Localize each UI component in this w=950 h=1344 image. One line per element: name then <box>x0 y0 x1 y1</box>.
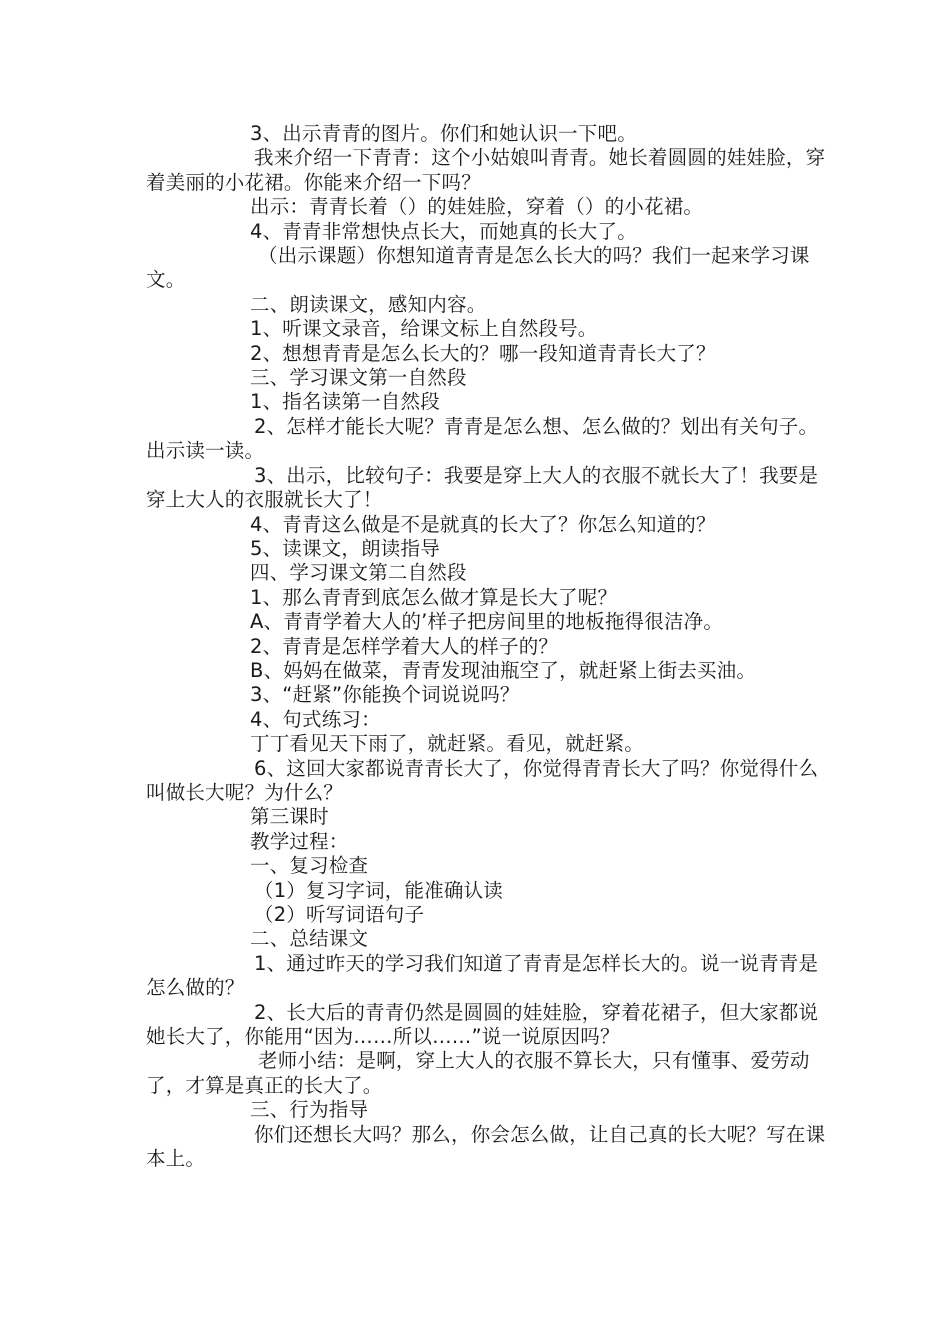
paragraph: A、青青学着大人的’样子把房间里的地板拖得很洁净。 <box>250 610 724 634</box>
paragraph: 4、青青非常想快点长大，而她真的长大了。 <box>250 219 637 243</box>
paragraph: 1、听课文录音，给课文标上自然段号。 <box>250 317 598 341</box>
paragraph: 我来介绍一下青青：这个小姑娘叫青青。她长着圆圆的娃娃脸，穿着美丽的小花裙。你能来介绍一下吗？ <box>146 146 826 194</box>
document-body <box>146 122 826 1171</box>
paragraph: 4、句式练习： <box>250 707 381 731</box>
paragraph: 丁丁看见天下雨了，就赶紧。看见，就赶紧。 <box>250 732 645 756</box>
paragraph: 1、通过昨天的学习我们知道了青青是怎样长大的。说一说青青是怎么做的？ <box>146 951 819 1000</box>
paragraph: 2、怎样才能长大呢？青青是怎么想、怎么做的？划出有关句子。出示读一读。 <box>146 414 819 463</box>
paragraph: （2）听写词语句子 <box>254 903 425 926</box>
paragraph: 第三课时 <box>250 805 329 829</box>
paragraph: 1、那么青青到底怎么做才算是长大了呢？ <box>250 585 618 609</box>
paragraph: 6、这回大家都说青青长大了，你觉得青青长大了吗？你觉得什么叫做长大呢？为什么？ <box>146 756 819 804</box>
paragraph: （出示课题）你想知道青青是怎么长大的吗？我们一起来学习课文。 <box>146 244 810 292</box>
paragraph: 二、总结课文 <box>250 927 369 951</box>
paragraph: 3、出示，比较句子：我要是穿上大人的衣服不就长大了！我要是穿上大人的衣服就长大了！ <box>146 463 819 512</box>
paragraph: 3、“赶紧”你能换个词说说吗？ <box>250 683 520 707</box>
paragraph: 1、指名读第一自然段 <box>250 390 440 414</box>
paragraph: 4、青青这么做是不是就真的长大了？你怎么知道的？ <box>250 512 716 536</box>
paragraph: B、妈妈在做菜，青青发现油瓶空了，就赶紧上街去买油。 <box>250 658 757 682</box>
paragraph: 一、复习检查 <box>250 854 369 878</box>
paragraph: 三、学习课文第一自然段 <box>250 366 467 390</box>
paragraph: 2、想想青青是怎么长大的？哪一段知道青青长大了？ <box>250 341 716 365</box>
paragraph: 三、行为指导 <box>250 1098 369 1122</box>
paragraph: （1）复习字词，能准确认读 <box>254 878 504 902</box>
paragraph: 四、学习课文第二自然段 <box>250 561 467 585</box>
paragraph: 老师小结：是啊，穿上大人的衣服不算长大，只有懂事、爱劳动了，才算是真正的长大了。 <box>146 1049 810 1097</box>
paragraph: 2、青青是怎样学着大人的样子的？ <box>250 634 559 658</box>
paragraph: 二、朗读课文，感知内容。 <box>250 292 487 316</box>
paragraph: 教学过程： <box>250 829 349 853</box>
paragraph: 5、读课文，朗读指导 <box>250 536 440 560</box>
paragraph: 2、长大后的青青仍然是圆圆的娃娃脸，穿着花裙子，但大家都说她长大了，你能用“因为……所以……”说一说原因吗？ <box>146 1000 819 1049</box>
paragraph: 3、出示青青的图片。你们和她认识一下吧。 <box>250 122 637 145</box>
paragraph: 出示：青青长着（）的娃娃脸，穿着（）的小花裙。 <box>250 195 704 219</box>
paragraph: 你们还想长大吗？那么，你会怎么做，让自己真的长大呢？写在课本上。 <box>146 1122 826 1171</box>
